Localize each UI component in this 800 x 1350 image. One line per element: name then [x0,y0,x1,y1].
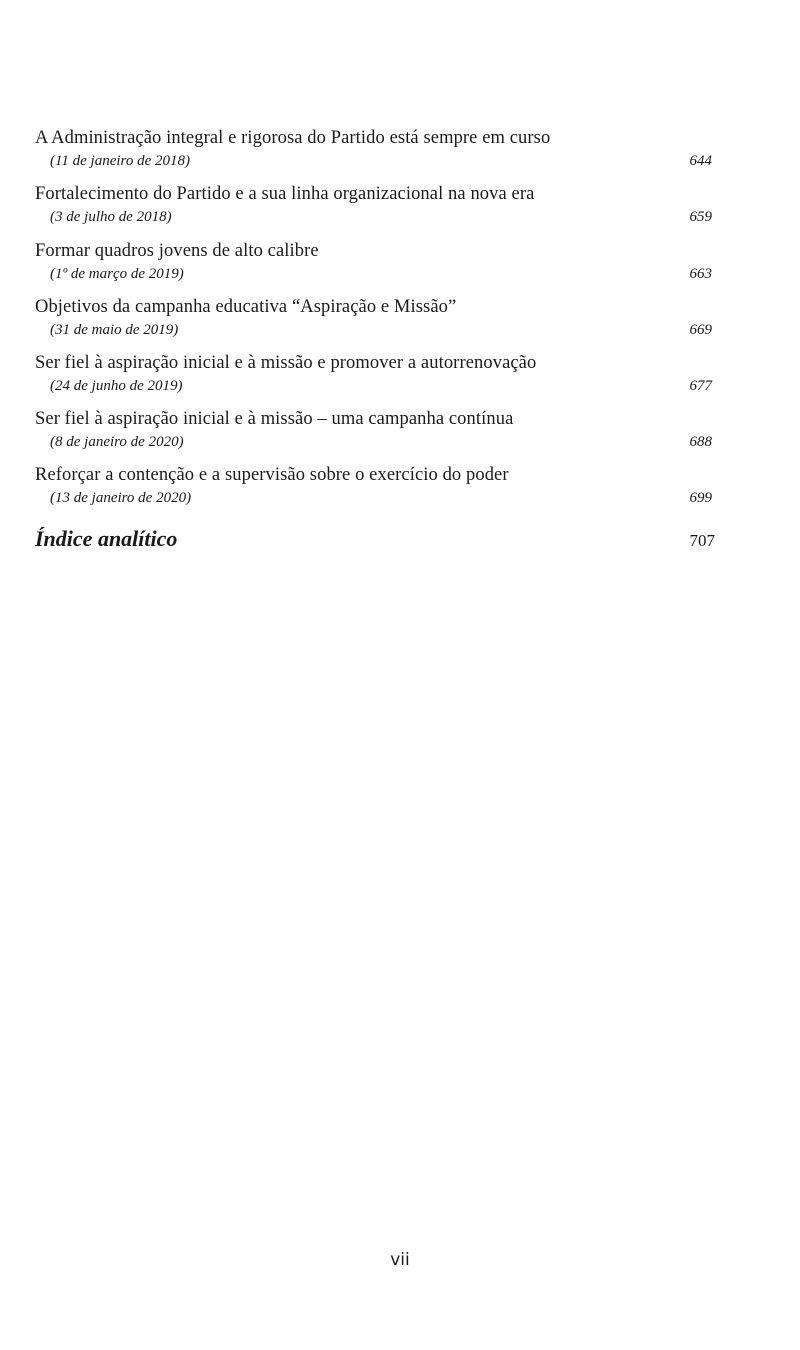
toc-entry-date: (3 de julho de 2018) [50,209,172,225]
toc-entry [35,183,715,227]
toc-entry [35,408,715,452]
toc-entry [35,352,715,396]
toc-entry-title: Ser fiel à aspiração inicial e à missão e promover a autorrenovação [35,353,537,373]
toc-entry-page: 688 [689,434,712,450]
toc-entry [35,127,715,171]
toc-entry-page: 669 [689,322,712,338]
index-page: 707 [689,531,715,550]
toc-entry-page: 699 [689,490,712,506]
toc-entry-date: (31 de maio de 2019) [50,322,179,338]
toc-entry-title: Reforçar a contenção e a supervisão sobre o exercício do poder [35,465,509,485]
toc-entry-date: (1º de março de 2019) [50,266,184,282]
toc-entry [35,296,715,340]
page-number: vii [390,1250,410,1270]
toc-entry-date: (24 de junho de 2019) [50,378,183,394]
toc-entry-page: 644 [689,153,712,169]
toc-entry-date: (11 de janeiro de 2018) [50,153,190,169]
toc-entry-date: (13 de janeiro de 2020) [50,490,192,506]
toc-entry-title: A Administração integral e rigorosa do Partido está sempre em curso [35,128,551,148]
toc-entry-page: 659 [689,209,712,225]
toc-entry-title: Objetivos da campanha educativa “Aspiração e Missão” [35,297,457,317]
toc-entry-page: 663 [689,266,712,282]
toc-entry [35,464,715,508]
index-entry [35,526,715,552]
index-title: Índice analítico [35,526,178,551]
toc-entry [35,240,715,284]
toc-entry-date: (8 de janeiro de 2020) [50,434,184,450]
toc-entry-title: Ser fiel à aspiração inicial e à missão – uma campanha contínua [35,409,514,429]
toc-entry-title: Fortalecimento do Partido e a sua linha organizacional na nova era [35,184,535,204]
toc-entry-title: Formar quadros jovens de alto calibre [35,241,319,261]
toc-entry-page: 677 [689,378,712,394]
